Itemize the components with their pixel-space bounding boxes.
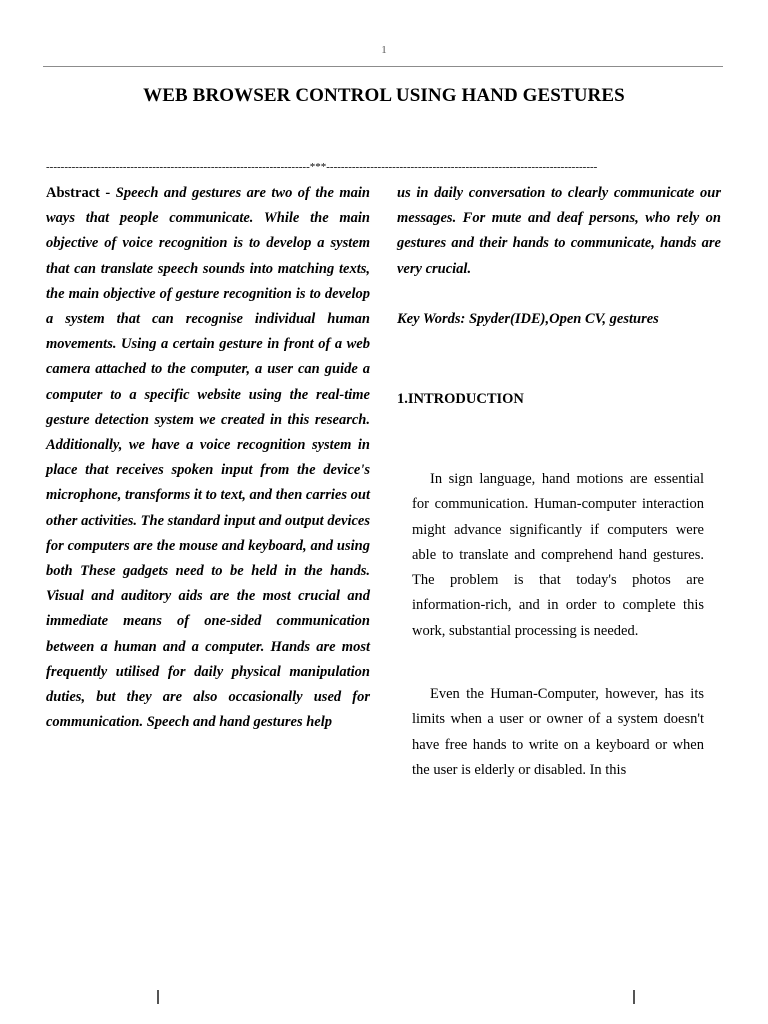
introduction-paragraph-2 — [412, 682, 704, 783]
introduction-heading: 1.INTRODUCTION — [397, 391, 524, 407]
abstract-text-right: us in daily conversation to clearly communicate our messages. For mute and deaf persons, who rely on gestures and their hands to communicate, hands are very crucial. — [397, 185, 721, 277]
introduction-paragraph-1 — [412, 467, 704, 644]
abstract-label: Abstract - — [46, 185, 111, 201]
introduction-paragraph-1-text: In sign language, hand motions are essential for communication. Human-computer interaction might advance significantly if computers were able to translate and comprehend hand gestures. The problem is that today's photos are information-rich, and in order to complete this work, substantial processing is needed. — [412, 471, 704, 639]
header-rule — [43, 66, 723, 67]
paper-title: WEB BROWSER CONTROL USING HAND GESTURES — [143, 85, 625, 106]
keywords-text: Spyder(IDE),Open CV, gestures — [468, 311, 659, 327]
footer-mark-left — [157, 990, 159, 1004]
section-separator: ------------------------------------------------------------------------***-------------------------------------------------------------------------- — [46, 161, 598, 173]
keywords-label: Key Words: — [397, 311, 466, 327]
abstract-text-left: Speech and gestures are two of the main ways that people communicate. While the main objective of voice recognition is to develop a system that can translate speech sounds into matching texts, the main objective of gesture recognition is to develop a system that can recognise individual human movements. Using a certain gesture in front of a web camera attached to the computer, a user can guide a computer to a specific website using the real-time gesture detection system we created in this research. Additionally, we have a voice recognition system in place that receives spoken input from the device's microphone, transforms it to text, and then carries out other activities. The standard input and output devices for computers are the mouse and keyboard, and using both These gadgets need to be held in the hands. Visual and auditory aids are the most crucial and immediate means of one-sided communication between a human and a computer. Hands are most frequently utilised for daily physical manipulation duties, but they are also occasionally used for communication. Speech and hand gestures help — [46, 185, 370, 731]
page-number: 1 — [381, 44, 387, 56]
abstract-left-column — [46, 181, 370, 735]
footer-mark-right — [633, 990, 635, 1004]
keywords — [397, 307, 727, 332]
introduction-paragraph-2-text: Even the Human-Computer, however, has its limits when a user or owner of a system doesn't have free hands to write on a keyboard or when the user is elderly or disabled. In this — [412, 686, 704, 778]
